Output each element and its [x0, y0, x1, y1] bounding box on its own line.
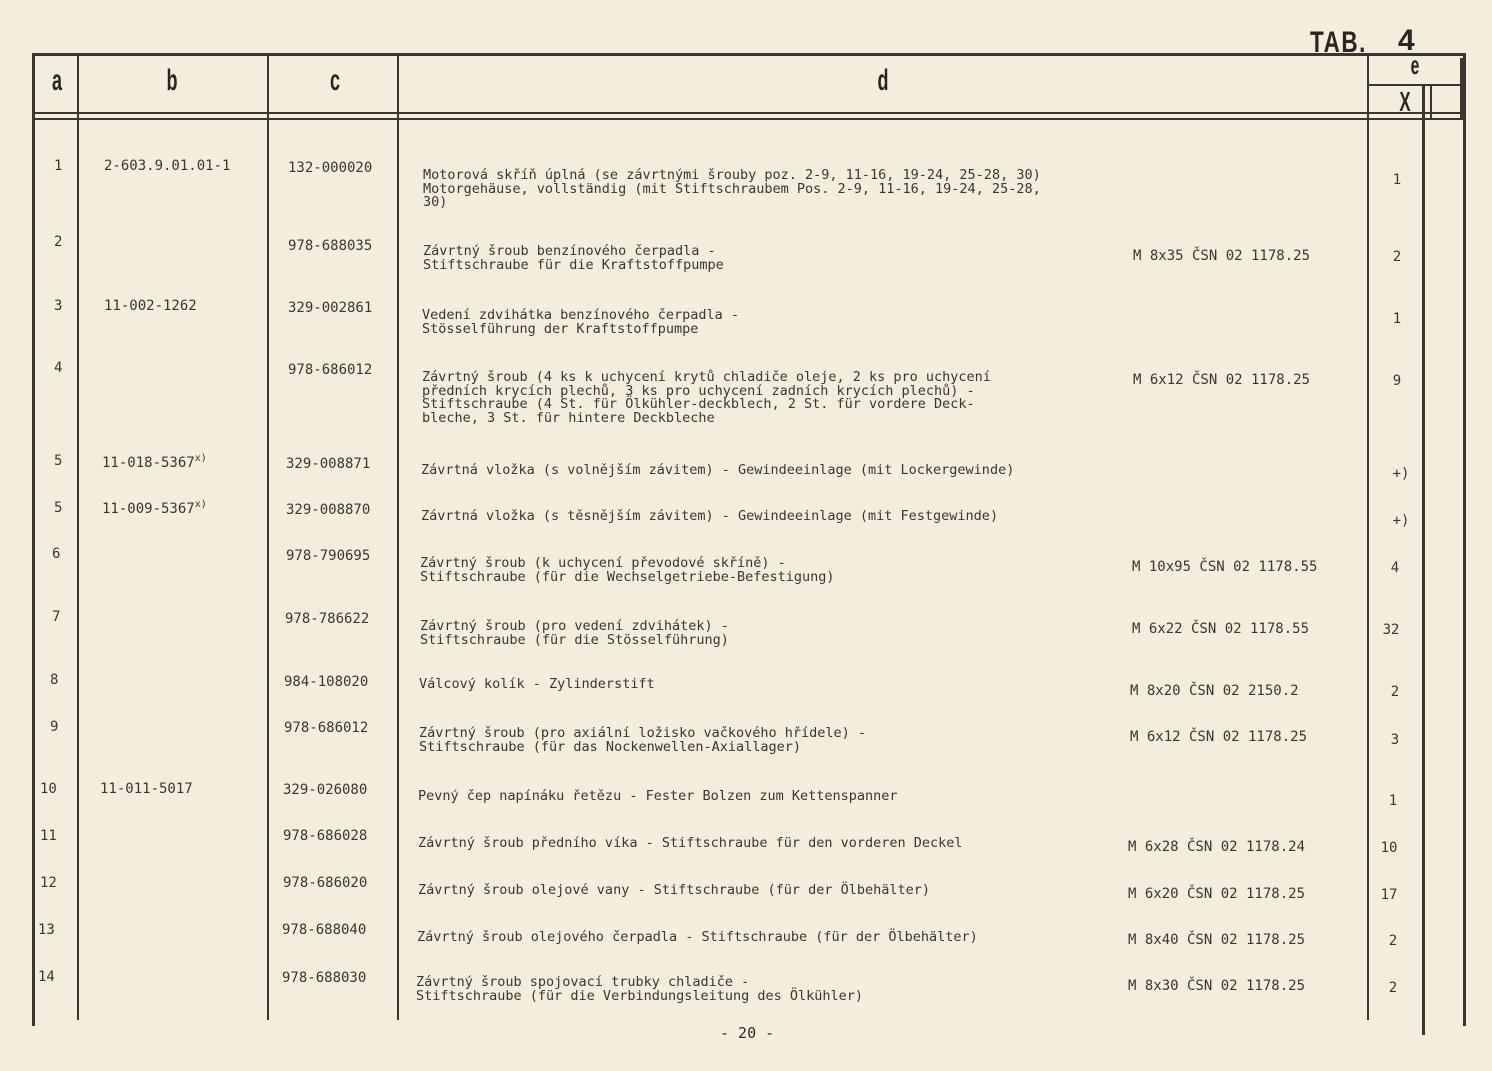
- row-quantity: 2: [1388, 980, 1398, 996]
- row-description: Závrtný šroub předního víka - Stiftschraube für den vorderen Deckel: [418, 835, 963, 851]
- column-header-b: b: [166, 64, 178, 97]
- row-description: Motorová skříň úplná (se závrtnými šrouby poz. 2-9, 11-16, 19-24, 25-28, 30) Motorgehäuse, vollständig (mit Stiftschraubem Pos. 2-9, 11-16, 19-24, 25-28, 30): [423, 167, 1041, 210]
- row-quantity: 2: [1392, 249, 1402, 265]
- row-drawing-number-note: x): [194, 499, 207, 510]
- row-quantity: 9: [1392, 373, 1402, 389]
- row-position: 5: [54, 500, 63, 516]
- row-drawing-number: 11-011-5017: [100, 781, 193, 797]
- row-specification: M 6x12 ČSN 02 1178.25: [1133, 372, 1311, 388]
- row-position: 14: [38, 969, 55, 985]
- column-header-x: X: [1399, 86, 1411, 117]
- row-description: Závrtný šroub (pro axiální ložisko vačkového hřídele) - Stiftschraube (für das Nockenwellen-Axiallager): [419, 725, 867, 755]
- row-description: Válcový kolík - Zylinderstift: [419, 676, 655, 692]
- row-description: Závrtný šroub olejové vany - Stiftschraube (für der Ölbehälter): [418, 882, 931, 898]
- row-specification: M 10x95 ČSN 02 1178.55: [1132, 559, 1318, 575]
- row-quantity: 17: [1380, 887, 1398, 903]
- row-description: Závrtný šroub (pro vedení zdvihátek) - Stiftschraube (für die Stösselführung): [420, 618, 729, 648]
- column-header-e: e: [1410, 50, 1420, 80]
- row-specification: M 8x40 ČSN 02 1178.25: [1128, 932, 1306, 948]
- row-quantity: 32: [1382, 622, 1400, 638]
- row-position: 7: [52, 609, 61, 625]
- column-header-a: a: [51, 64, 63, 97]
- row-drawing-number-text: 11-009-5367: [102, 501, 195, 517]
- row-drawing-number: 2-603.9.01.01-1: [104, 158, 231, 174]
- column-divider-a: [77, 55, 79, 1020]
- row-position: 3: [54, 298, 63, 314]
- row-specification: M 6x20 ČSN 02 1178.25: [1128, 886, 1306, 902]
- row-part-number: 978-688040: [282, 922, 367, 938]
- row-position: 2: [54, 234, 63, 250]
- row-quantity: 1: [1388, 793, 1398, 809]
- row-description: Závrtná vložka (s volnějším závitem) - Gewindeeinlage (mit Lockergewinde): [421, 462, 1015, 478]
- column-e-subrule: [1368, 84, 1463, 86]
- row-part-number: 978-686012: [288, 362, 373, 378]
- row-position: 4: [54, 360, 63, 376]
- row-part-number: 978-686020: [283, 875, 368, 891]
- column-divider-e: [1422, 85, 1425, 1035]
- row-description: Vedení zdvihátka benzínového čerpadla - Stösselführung der Kraftstoffpumpe: [422, 307, 739, 337]
- row-part-number: 978-686012: [284, 720, 369, 736]
- row-part-number: 978-686028: [283, 828, 368, 844]
- row-drawing-number-note: x): [194, 453, 207, 464]
- row-part-number: 132-000020: [288, 160, 373, 176]
- row-part-number: 978-688030: [282, 970, 367, 986]
- column-header-d: d: [877, 64, 889, 97]
- row-part-number: 329-008871: [286, 456, 371, 472]
- row-position: 1: [54, 158, 63, 174]
- row-specification: M 8x30 ČSN 02 1178.25: [1128, 978, 1306, 994]
- row-specification: M 6x22 ČSN 02 1178.55: [1132, 621, 1310, 637]
- row-part-number: 978-790695: [286, 548, 371, 564]
- row-quantity: 1: [1392, 172, 1402, 188]
- row-position: 9: [50, 719, 59, 735]
- row-description: Závrtný šroub (k uchycení převodové skříně) - Stiftschraube (für die Wechselgetriebe-Befestigung): [420, 555, 835, 585]
- column-divider-b: [267, 55, 269, 1020]
- row-part-number: 329-008870: [286, 502, 371, 518]
- row-part-number: 329-002861: [288, 300, 373, 316]
- row-quantity: 4: [1390, 560, 1400, 576]
- row-drawing-number: [102, 453, 207, 471]
- column-x-divider: [1430, 86, 1432, 120]
- row-part-number: 978-688035: [288, 238, 373, 254]
- row-part-number: 329-026080: [283, 782, 368, 798]
- column-divider-d: [1367, 55, 1369, 1020]
- row-description: Závrtný šroub (4 ks k uchycení krytů chladiče oleje, 2 ks pro uchycení předních krycích plechů, 3 ks pro uchycení zadních krycích plechů) - Stiftschraube (4 St. für Ölkühler-deckblech, 2 St. für vordere Deck- bleche, 3 St. für hintere Deckbleche: [422, 369, 991, 426]
- page-number: - 20 -: [720, 1024, 775, 1042]
- row-position: 8: [50, 672, 59, 688]
- row-part-number: 984-108020: [284, 674, 369, 690]
- row-position: 10: [40, 781, 57, 797]
- row-drawing-number-text: 11-018-5367: [102, 455, 195, 471]
- row-specification: M 8x20 ČSN 02 2150.2: [1130, 683, 1299, 699]
- row-description: Závrtný šroub benzínového čerpadla - Stiftschraube für die Kraftstoffpumpe: [423, 243, 724, 273]
- row-specification: M 8x35 ČSN 02 1178.25: [1133, 248, 1311, 264]
- header-rule-double: [32, 118, 1466, 120]
- row-quantity: 2: [1388, 933, 1398, 949]
- column-right-edge: [1460, 58, 1463, 120]
- row-quantity: 10: [1380, 840, 1398, 856]
- row-drawing-number: 11-002-1262: [104, 298, 197, 314]
- row-position: 12: [40, 875, 57, 891]
- row-specification: M 6x28 ČSN 02 1178.24: [1128, 839, 1306, 855]
- row-position: 13: [38, 922, 55, 938]
- row-position: 11: [40, 828, 57, 844]
- row-position: 6: [52, 546, 61, 562]
- row-quantity: 2: [1390, 684, 1400, 700]
- header-rule: [32, 112, 1466, 114]
- row-quantity: +): [1392, 466, 1410, 482]
- tab-number: 4: [1398, 24, 1415, 57]
- row-description: Závrtná vložka (s těsnějším závitem) - Gewindeeinlage (mit Festgewinde): [421, 508, 999, 524]
- row-quantity: 3: [1390, 732, 1400, 748]
- column-header-c: c: [329, 64, 341, 97]
- row-description: Závrtný šroub olejového čerpadla - Stiftschraube (für der Ölbehälter): [417, 929, 978, 945]
- row-position: 5: [54, 453, 63, 469]
- row-description: Pevný čep napínáku řetězu - Fester Bolzen zum Kettenspanner: [418, 788, 898, 804]
- row-quantity: 1: [1392, 311, 1402, 327]
- tab-label: TAB.: [1310, 26, 1367, 59]
- row-quantity: +): [1392, 513, 1410, 529]
- row-part-number: 978-786622: [285, 611, 370, 627]
- row-drawing-number: [102, 499, 207, 517]
- column-divider-c: [397, 55, 399, 1020]
- row-specification: M 6x12 ČSN 02 1178.25: [1130, 729, 1308, 745]
- row-description: Závrtný šroub spojovací trubky chladiče - Stiftschraube (für die Verbindungsleitung des Ölkühler): [416, 974, 864, 1004]
